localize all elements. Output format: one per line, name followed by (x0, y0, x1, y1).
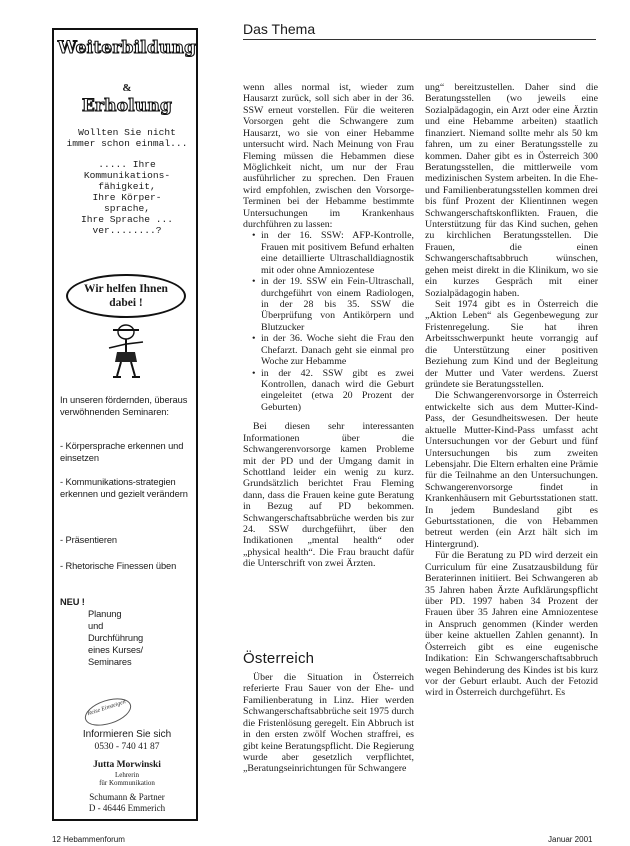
paragraph: Bei diesen sehr interessanten Informationen über die Schwangerenvorsorge kamen Probleme mit der PD und der Umgang damit in Schottland leider ein wenig zu kurz. Grundsätzlich berichtet Frau Fleming dann, dass die Frauen keine gute Beratung in Bezug auf PD bekommen. Schwangerschaftsabbrüche werden bis zur 24. SSW durchgeführt, über den Indikationen „mental health“ oder „physical health“. Die Frau braucht dafür die Unterschrift von zwei Ärzten. (243, 421, 414, 570)
ad-badge-line: dabei ! (109, 297, 143, 309)
ad-item: - Präsentieren (60, 535, 117, 545)
ad-intro-line: immer schon einmal... (66, 138, 188, 149)
section-header: Das Thema (243, 21, 316, 37)
article-column-1 (243, 82, 414, 570)
ad-dots-line: Ihre Körper- (92, 192, 162, 203)
figure-illustration-icon (99, 322, 153, 380)
sidebar-ad (52, 28, 198, 821)
ad-phone: 0530 - 740 41 87 (94, 742, 160, 752)
header-rule (243, 39, 596, 40)
ad-dots-line: ..... Ihre (98, 159, 156, 170)
ad-name: Jutta Morwinski (93, 760, 161, 770)
ad-new-items (88, 608, 188, 668)
list-item: • in der 42. SSW gibt es zwei Kontrollen, danach wird die Geburt eingeleitet (etwa 20 Prozent der Geburten) (261, 368, 414, 414)
list-item: • in der 16. SSW: AFP-Kontrolle, Frauen mit positivem Befund erhalten eine detaillierte Ultraschalldiagnostik mit oder ohne Amniozentese (261, 230, 414, 276)
ad-badge-line: Wir helfen Ihnen (84, 283, 168, 295)
ad-dots-block (54, 159, 200, 236)
list-item: • in der 36. Woche sieht die Frau den Chefarzt. Danach geht sie einmal pro Woche zur Hebamme (261, 333, 414, 367)
ad-intro-line: Wollten Sie nicht (78, 127, 176, 138)
ad-new-item: Durchführung (88, 633, 144, 643)
ad-seminars-intro: In unseren fördernden, überaus verwöhnenden Seminaren: (60, 395, 188, 417)
paragraph: Über die Situation in Österreich referierte Frau Sauer von der Ehe- und Familienberatung in Linz. Hier werden Schwangerschaftsabbrüche seit 1975 durch die Fristenlösung geregelt. Ein Abbruch ist in den ersten zwölf Wochen straffrei, es gibt keine Beratungspflicht. Die Regierung wurde aber gesetzlich verpflichtet, „Beratungseinrichtungen für Schwangere (243, 672, 414, 775)
article-column-2 (425, 82, 598, 699)
ad-new-item: eines Kurses/ (88, 645, 144, 655)
ad-item: - Kommunikations-strategien erkennen und gezielt verändern (60, 477, 188, 499)
paragraph: Für die Beratung zu PD wird derzeit ein Curriculum für eine Zusatzausbildung für Beraterinnen initiiert. Bei Schwangeren ab 35 Jahren haben Ärzte Aufklärungspflicht über PD. 1997 haben 34 Prozent der Frauen über 35 Jahren eine Amniozentese in Anspruch genommen (Kinder werden über keine aktuellen Zahlen genannt). In Österreich gibt es eine eugenische Indikation: Ein Schwangerschaftsabbruch wegen Behinderung des Kindes ist bis kurz vor der Geburt erlaubt. Auch der Fetozid wird in Österreich durchgeführt. Es (425, 550, 598, 699)
paragraph: wenn alles normal ist, wieder zum Hausarzt zurück, soll sich aber in der 36. SSW erneut vorstellen. Für die weiteren Vorsorgen geht die Schwangere zum Hausarzt, wo sie von einer Hebamme untersucht wird. Nach Meinung von Frau Fleming müssen die Hebammen diese Möglichkeit nicht, um nur der Frau ausführlicher zu sprechen. Den Frauen wird empfohlen, zwischen den Vorsorge-Terminen bei der Hebamme bestimmte Untersuchungen im Krankenhaus durchführen zu lassen: (243, 82, 414, 231)
ad-badge (66, 274, 186, 318)
ad-intro (54, 127, 200, 149)
section-heading: Österreich (243, 650, 315, 667)
ad-dots-line: ver........? (92, 225, 162, 236)
paragraph: Seit 1974 gibt es in Österreich die „Aktion Leben“ als Gegenbewegung zur Fristenregelung. Sie hat ihren Arbeitsschwerpunkt heute vorrangig auf die Unterstützung einer positiven Beziehung zum Kind und der Begleitung der Mutter und Vater werdens. Zuerst gründete sie Beratungsstellen. (425, 299, 598, 390)
paragraph: Die Schwangerenvorsorge in Österreich entwickelte sich aus dem Mutter-Kind-Pass, der Gesundheitswesen. Der heute aktuelle Mutter-Kind-Pass umfasst acht Untersuchungen vor der Geburt und fünf Untersuchungen bis zum zweiten Lebensjahr. Die Eltern erhalten eine Prämie für die Teilnahme an den Untersuchungen. Schwangerenvorsorge findet in Krankenhäusern mit Geburtsstationen statt. In jedem Bundesland gibt es Geburtsstationen, die von Hebammen betreut werden (ein Arzt hält sich im Hintergrund). (425, 390, 598, 550)
article-column-1-lower (243, 672, 414, 775)
ad-item: - Körpersprache erkennen und einsetzen (60, 441, 184, 463)
ad-name-role: Lehrerin (114, 771, 140, 779)
ad-city: D - 46446 Emmerich (88, 803, 166, 813)
ad-dots-line: Ihre Sprache ... (80, 214, 174, 225)
ad-title-amp: & (122, 82, 132, 94)
ad-item: - Rhetorische Finessen üben (60, 561, 177, 571)
paragraph: ung“ bereitzustellen. Daher sind die Beratungsstellen (wo jeweils eine Sozialpädagogin, ein Arzt oder eine Ärztin und eine Hebamme arbeiten) staatlich finanziert. Niemand sollte mehr als 50 km fahren, um zu einer Beratungsstelle zu kommen. Daher gibt es in Österreich 300 Beratungsstellen, die mittlerweile vom medizinischen System arbeiten. In die Ehe- und Familienberatungsstellen kommen drei bis fünf Prozent der Klientinnen wegen Schwangerschaftskonflikten. Frauen, die Unterstützung für das Kind suchen, gehen zu kirchlichen Beratungsstellen. Die Frauen, die einen Schwangerschaftsabbruch wünschen, gehen meist direkt in die Klinikum, wo sie ein kurzes Gespräch mit einer Sozialpädagogin haben. (425, 82, 598, 299)
ad-dots-line: sprache, (103, 203, 151, 214)
ad-new-label: NEU ! (60, 597, 85, 607)
footer-page-label: 12 Hebammenforum (52, 835, 125, 844)
ad-title-line2: Erholung (81, 96, 173, 116)
ad-stamp: Reise Einsteigen (81, 693, 134, 731)
ad-dots-line: Kommunikations- (83, 170, 171, 181)
ad-name-role: für Kommunikation (99, 779, 155, 787)
ad-new-item: Planung (88, 609, 122, 619)
ad-title-line1: Weiterbildung (57, 38, 197, 58)
list-item: • in der 19. SSW ein Fein-Ultraschall, durchgeführt von einem Radiologen, in der 28 bis 35. SSW die Überprüfung von Antikörpern und Blutzucker (261, 276, 414, 333)
ad-dots-line: fähigkeit, (98, 181, 156, 192)
ad-new-item: Seminares (88, 657, 132, 667)
ad-info: Informieren Sie sich (82, 729, 172, 740)
bullet-list (243, 230, 414, 413)
ad-new-item: und (88, 621, 104, 631)
ad-company: Schumann & Partner (89, 792, 165, 802)
footer-date: Januar 2001 (548, 835, 593, 844)
